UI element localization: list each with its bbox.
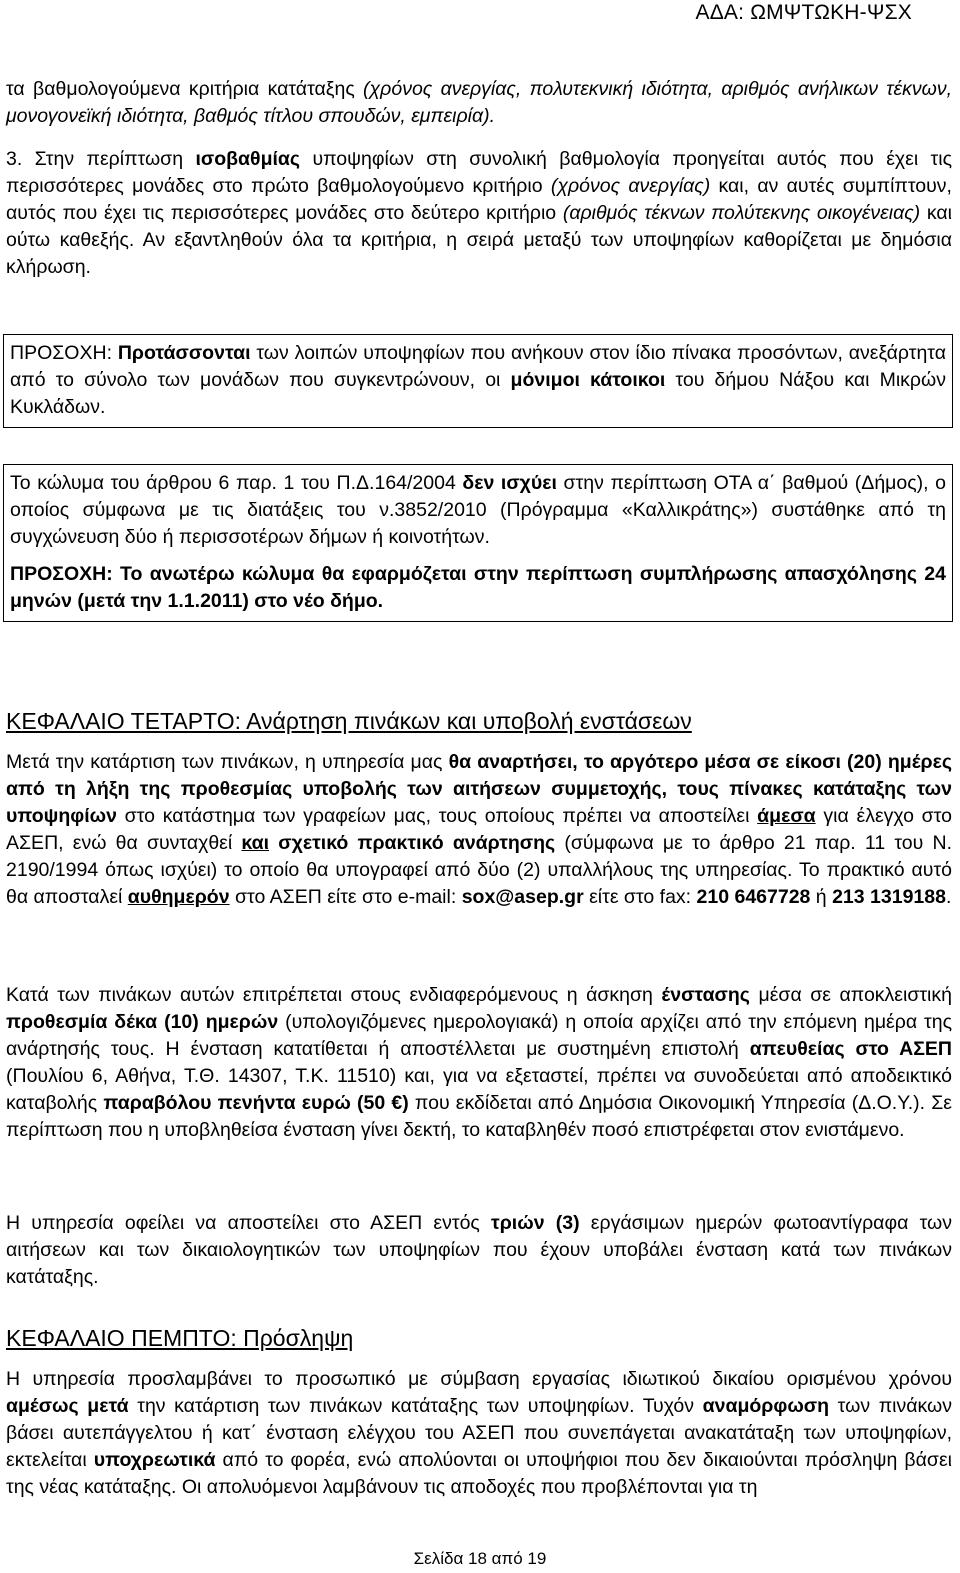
ch4-bold: τριών (3): [491, 1212, 580, 1234]
ch4-bold-underline: και: [241, 832, 270, 854]
ch4-text: Μετά την κατάρτιση των πινάκων, η υπηρεσία μας: [6, 751, 449, 773]
restriction-warning: ΠΡΟΣΟΧΗ: Το ανωτέρω κώλυμα θα εφαρμόζεται στην περίπτωση συμπλήρωσης απασχόλησης 24 μηνών (μετά την 1.1.2011) στο νέο δήμο.: [10, 563, 946, 612]
ch4-text: στο ΑΣΕΠ είτε στο e-mail:: [229, 886, 462, 908]
page-number: Σελίδα 18 από 19: [413, 1549, 547, 1568]
ch4-text: μέσα σε αποκλειστική: [749, 984, 952, 1006]
ch4-bold: θα αναρτήσει, το αργότερο μέσα σε είκοσι (20) ημέρες από τη λήξη της προθεσμίας υποβολής των αιτήσεων συμμετοχής, τους πίνακες κατάταξης των υποψηφίων: [6, 751, 952, 827]
chapter-5-paragraph-1: [6, 1366, 952, 1501]
ch4-bold: προθεσμία δέκα (10) ημερών: [6, 1011, 279, 1033]
item3-text: 3. Στην περίπτωση: [6, 148, 196, 170]
chapter-4-paragraph-2: [6, 982, 952, 1144]
ch4-bold-underline: άμεσα: [757, 805, 816, 827]
restriction-text: στην περίπτωση ΟΤΑ α΄ βαθμού (Δήμος), ο οποίος σύμφωνα με τις διατάξεις του ν.3852/2010 (Πρόγραμμα «Καλλικράτης») συστάθηκε από τη συγχώνευση δύο ή περισσοτέρων δήμων ή κοινοτήτων.: [10, 472, 946, 548]
intro-text: τα βαθμολογούμενα κριτήρια κατάταξης: [6, 78, 364, 100]
ch4-bold: ένστασης: [661, 984, 750, 1006]
fax-number: 213 1319188: [832, 886, 946, 908]
notice-box-permanent-residents: [3, 334, 953, 428]
ada-code: ΑΔΑ: ΩΜΨΤΩΚΗ-ΨΣΧ: [695, 1, 912, 24]
item-3-paragraph: [6, 146, 952, 281]
ch4-text: στο κατάστημα των γραφείων μας, τους οποίους πρέπει να αποστείλει: [116, 805, 758, 827]
intro-criteria-list: (χρόνος ανεργίας, πολυτεκνική ιδιότητα, αριθμός ανήλικων τέκνων, μονογονεϊκή ιδιότητα, βαθμός τίτλου σπουδών, εμπειρία).: [6, 78, 952, 127]
ch5-bold: αναμόρφωση: [702, 1395, 830, 1417]
ch4-text: (Πουλίου 6, Αθήνα, Τ.Θ. 14307, Τ.Κ. 11510) και, για να εξεταστεί, πρέπει να συνοδεύεται από αποδεικτικό καταβολής: [6, 1065, 952, 1114]
asep-email: sox@asep.gr: [461, 886, 584, 908]
notice-bold: Προτάσσονται: [117, 342, 251, 364]
restriction-text: Το κώλυμα του άρθρου 6 παρ. 1 του Π.Δ.164/2004: [10, 472, 463, 494]
item3-bold: ισοβαθμίας: [195, 148, 301, 170]
notice-box-restriction: [3, 464, 953, 622]
ch4-text: εργάσιμων ημερών φωτοαντίγραφα των αιτήσεων και των δικαιολογητικών των υποψηφίων που έχουν υποβάλει ένσταση κατά των πινάκων κατάταξης.: [6, 1212, 952, 1288]
ch4-bold: σχετικό πρακτικό ανάρτησης: [269, 832, 556, 854]
chapter-4-heading: ΚΕΦΑΛΑΙΟ ΤΕΤΑΡΤΟ: Ανάρτηση πινάκων και υποβολή ενστάσεων: [6, 708, 692, 734]
ch4-text: είτε στο fax:: [583, 886, 697, 908]
intro-paragraph: [6, 76, 952, 130]
ch5-bold: αμέσως μετά: [6, 1395, 129, 1417]
fax-number: 210 6467728: [696, 886, 811, 908]
ch5-text: από το φορέα, ενώ απολύονται οι υποψήφιοι που δεν δικαιούνται πρόσληψη βάσει της νέας κατάταξης. Οι απολυόμενοι λαμβάνουν τις αποδοχές που προβλέπονται για τη: [6, 1449, 952, 1498]
item3-text: υποψηφίων στη συνολική βαθμολογία προηγείται αυτός που έχει τις περισσότερες μονάδες στο πρώτο βαθμολογούμενο κριτήριο: [6, 148, 952, 197]
ch4-text: Κατά των πινάκων αυτών επιτρέπεται στους ενδιαφερόμενους η άσκηση: [6, 984, 662, 1006]
notice-bold: μόνιμοι κάτοικοι: [510, 369, 666, 391]
ch4-text: που εκδίδεται από Δημόσια Οικονομική Υπηρεσία (Δ.Ο.Υ.). Σε περίπτωση που η υποβληθείσα ένσταση γίνει δεκτή, το καταβληθέν ποσό επιστρέφεται στον ενιστάμενο.: [6, 1092, 952, 1141]
ch4-bold: απευθείας στο ΑΣΕΠ: [749, 1038, 952, 1060]
ch4-text: (σύμφωνα με το άρθρο 21 παρ. 11 του Ν. 2190/1994 όπως ισχύει) το οποίο θα υπογραφεί από δύο (2) υπαλλήλους της υπηρεσίας. Το πρακτικό αυτό θα αποσταλεί: [6, 832, 953, 908]
item3-text: και, αν αυτές συμπίπτουν, αυτός που έχει τις περισσότερες μονάδες στο δεύτερο κριτήριο: [6, 175, 952, 224]
restriction-bold: δεν ισχύει: [462, 472, 557, 494]
ch4-text: (υπολογιζόμενες ημερολογιακά) η οποία αρχίζει από την επόμενη ημέρα της ανάρτησής τους. Η ένσταση κατατίθεται ή αποστέλλεται με συστημένη επιστολή: [6, 1011, 952, 1060]
ch5-bold: υποχρεωτικά: [93, 1449, 216, 1471]
ch4-text: για έλεγχο στο ΑΣΕΠ, ενώ θα συνταχθεί: [6, 805, 952, 854]
chapter-4-paragraph-1: [6, 749, 952, 911]
ch5-text: την κατάρτιση των πινάκων κατάταξης των υποψηφίων. Τυχόν: [128, 1395, 703, 1417]
item3-italic: (αριθμός τέκνων πολύτεκνης οικογένειας): [562, 202, 921, 224]
ch5-text: των πινάκων βάσει αυτεπάγγελτου ή κατ΄ ένσταση ελέγχου του ΑΣΕΠ που συνεπάγεται ανακατάταξη των υποψηφίων, εκτελείται: [6, 1395, 952, 1471]
item3-text: και ούτω καθεξής. Αν εξαντληθούν όλα τα κριτήρια, η σειρά μεταξύ των υποψηφίων καθορίζεται με δημόσια κλήρωση.: [6, 202, 952, 278]
chapter-4-paragraph-3: [6, 1210, 952, 1291]
notice-text: του δήμου Νάξου και Μικρών Κυκλάδων.: [10, 369, 947, 418]
item3-italic: (χρόνος ανεργίας): [550, 175, 711, 197]
ch4-bold-underline: αυθημερόν: [127, 886, 230, 908]
notice-text: των λοιπών υποψηφίων που ανήκουν στον ίδιο πίνακα προσόντων, ανεξάρτητα από το σύνολο των μονάδων που συγκεντρώνουν, οι: [10, 342, 946, 391]
notice-label: ΠΡΟΣΟΧΗ:: [10, 342, 118, 364]
ch4-text: ή: [810, 886, 833, 908]
ch5-text: Η υπηρεσία προσλαμβάνει το προσωπικό με σύμβαση εργασίας ιδιωτικού δικαίου ορισμένου χρόνου: [6, 1368, 952, 1390]
chapter-5-heading: ΚΕΦΑΛΑΙΟ ΠΕΜΠΤΟ: Πρόσληψη: [6, 1325, 354, 1351]
ch4-text: .: [945, 886, 952, 908]
ch4-text: Η υπηρεσία οφείλει να αποστείλει στο ΑΣΕΠ εντός: [6, 1212, 492, 1234]
ch4-bold: παραβόλου πενήντα ευρώ (50 €): [103, 1092, 409, 1114]
